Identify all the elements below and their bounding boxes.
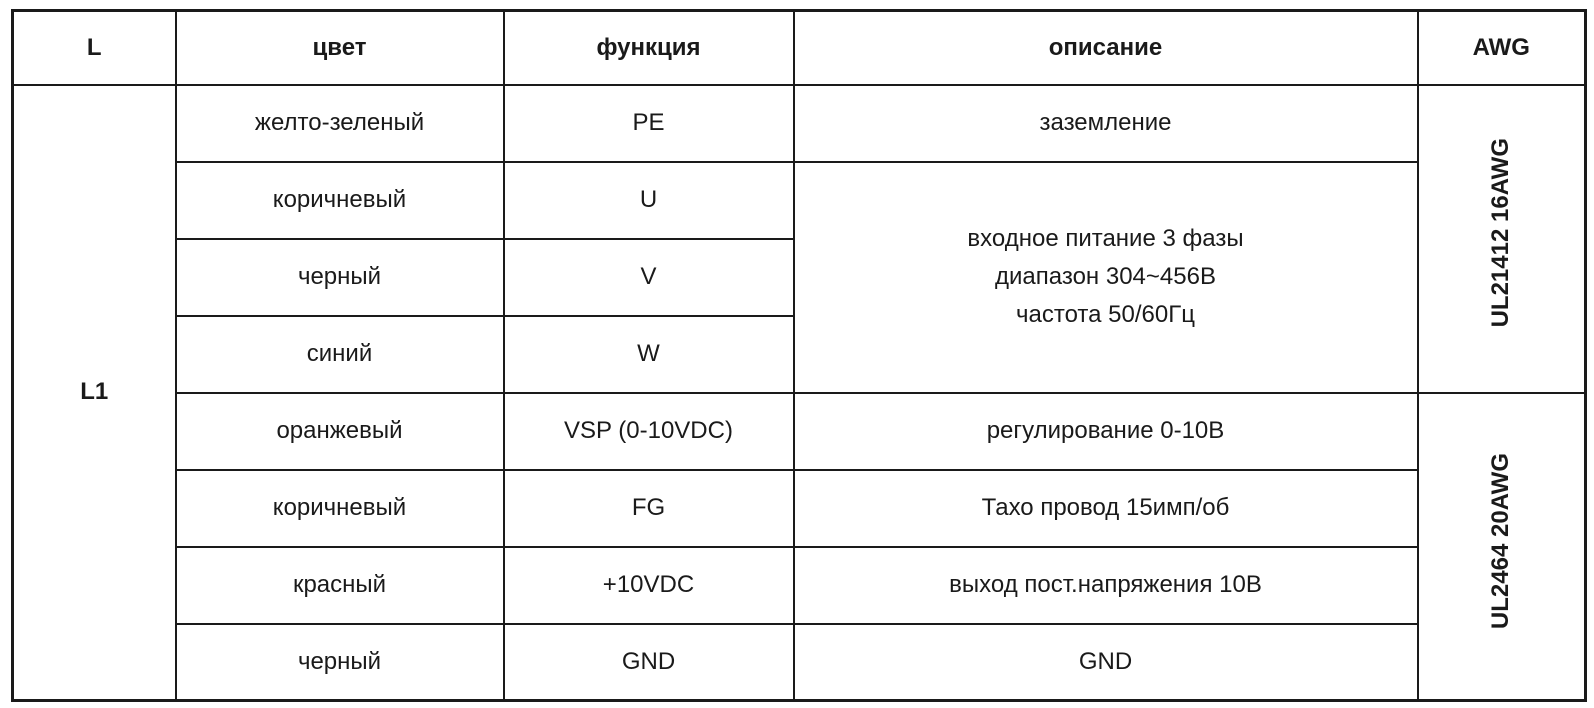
table-row xyxy=(13,393,1586,470)
color-cell: коричневый xyxy=(176,162,504,239)
table-row xyxy=(13,470,1586,547)
function-cell: V xyxy=(504,239,794,316)
color-cell: синий xyxy=(176,316,504,393)
color-cell: желто-зеленый xyxy=(176,85,504,162)
header-description: описание xyxy=(794,11,1418,85)
header-row xyxy=(13,11,1586,85)
function-cell: GND xyxy=(504,624,794,701)
power-description-line: частота 50/60Гц xyxy=(1016,301,1195,328)
power-description-line: входное питание 3 фазы xyxy=(967,225,1244,252)
table-row xyxy=(13,547,1586,624)
wire-color-table xyxy=(11,9,1587,702)
header-awg: AWG xyxy=(1418,11,1586,85)
awg-cell-signal xyxy=(1418,393,1586,701)
function-cell: +10VDC xyxy=(504,547,794,624)
color-cell: оранжевый xyxy=(176,393,504,470)
description-cell: выход пост.напряжения 10В xyxy=(794,547,1418,624)
function-cell: PE xyxy=(504,85,794,162)
function-cell: FG xyxy=(504,470,794,547)
description-cell-power xyxy=(794,162,1418,393)
awg-power-label: UL21412 16AWG xyxy=(1487,138,1515,328)
header-color: цвет xyxy=(176,11,504,85)
color-cell: коричневый xyxy=(176,470,504,547)
description-cell: заземление xyxy=(794,85,1418,162)
description-cell: GND xyxy=(794,624,1418,701)
function-cell: VSP (0-10VDC) xyxy=(504,393,794,470)
header-function: функция xyxy=(504,11,794,85)
color-cell: черный xyxy=(176,239,504,316)
color-cell: черный xyxy=(176,624,504,701)
color-cell: красный xyxy=(176,547,504,624)
awg-signal-label: UL2464 20AWG xyxy=(1487,452,1515,629)
awg-cell-power xyxy=(1418,85,1586,393)
group-label-l1: L1 xyxy=(13,85,176,701)
header-l: L xyxy=(13,11,176,85)
table-row xyxy=(13,624,1586,701)
function-cell: W xyxy=(504,316,794,393)
description-cell: Тахо провод 15имп/об xyxy=(794,470,1418,547)
power-description-line: диапазон 304~456В xyxy=(995,263,1216,290)
description-cell: регулирование 0-10В xyxy=(794,393,1418,470)
function-cell: U xyxy=(504,162,794,239)
table-row xyxy=(13,85,1586,162)
table-row xyxy=(13,162,1586,239)
